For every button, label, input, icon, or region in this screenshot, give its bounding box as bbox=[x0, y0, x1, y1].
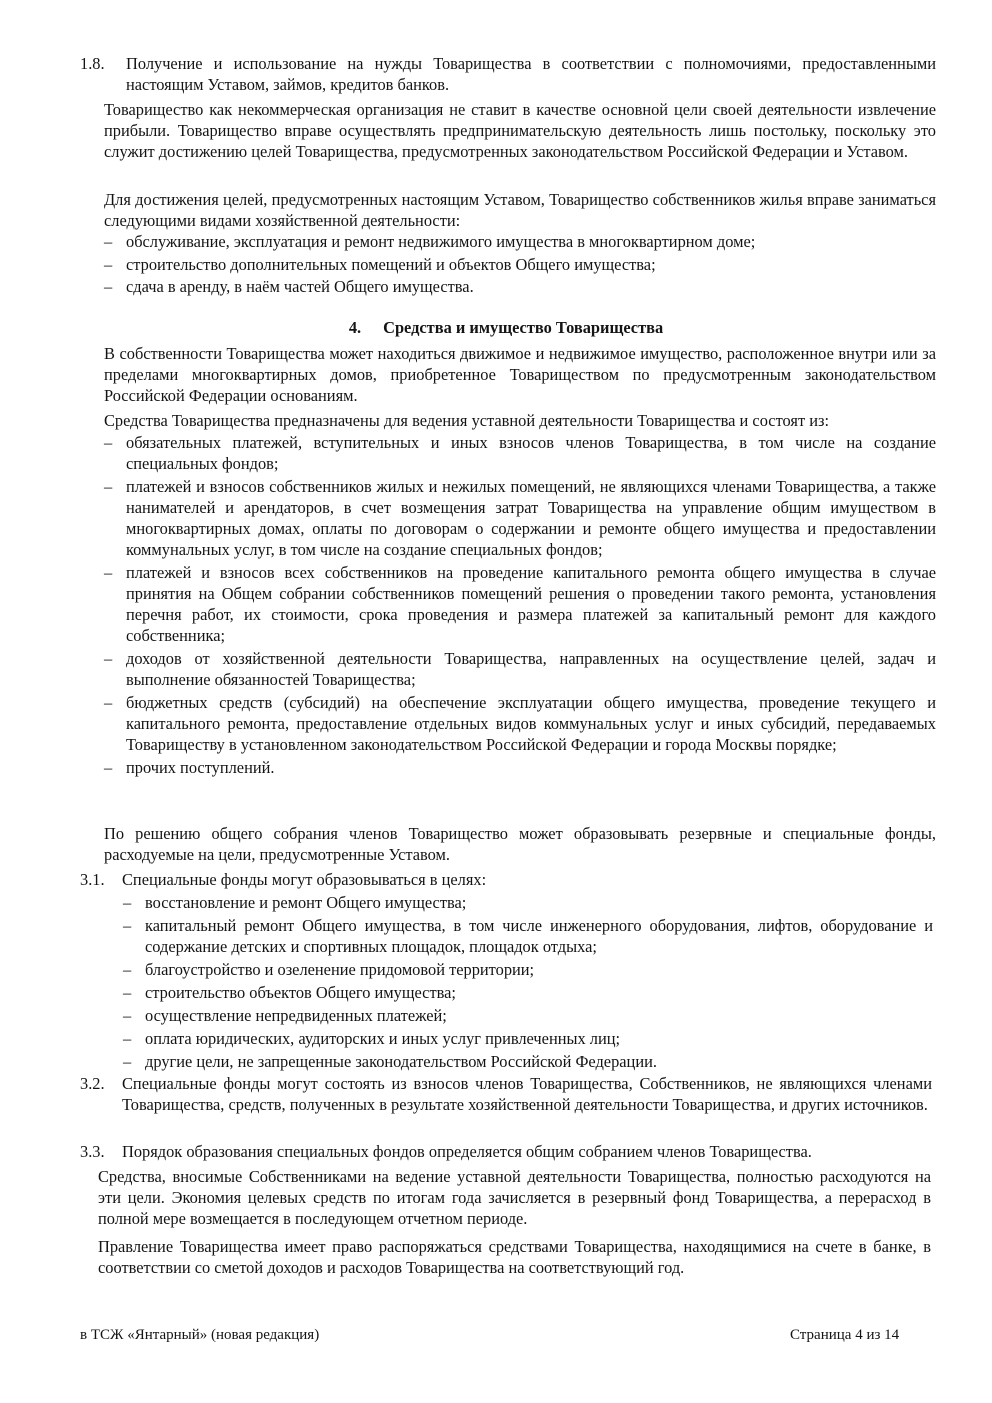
item-text: Порядок образования специальных фондов определяется общим собранием членов Товарищества. bbox=[122, 1142, 812, 1161]
footer-page-number: Страница 4 из 14 bbox=[790, 1327, 900, 1343]
list-item bbox=[104, 648, 936, 690]
dash-bullet: – bbox=[123, 960, 132, 979]
dash-bullet: – bbox=[104, 232, 113, 251]
dash-bullet: – bbox=[104, 649, 113, 668]
list-item bbox=[123, 959, 933, 980]
activities-list bbox=[104, 231, 936, 297]
dash-bullet: – bbox=[104, 277, 113, 296]
list-item-text: осуществление непредвиденных платежей; bbox=[145, 1006, 447, 1025]
paragraph-reserve-funds: По решению общего собрания членов Товарищество может образовывать резервные и специальные фонды, расходуемые на цели, предусмотренные Уставом. bbox=[104, 824, 936, 864]
list-item-text: прочих поступлений. bbox=[126, 758, 275, 777]
list-item-text: платежей и взносов собственников жилых и нежилых помещений, не являющихся членами Товарищества, а также нанимателей и арендаторов, в счет возмещения затрат Товарищества на управление общим имуществом в многоквартирных домах, оплаты по договорам о содержании и ремонте общего имущества и предоставлении коммунальных услуг, в том числе на создание специальных фондов; bbox=[126, 477, 936, 559]
item-1-8 bbox=[80, 53, 936, 97]
list-item bbox=[123, 1028, 933, 1049]
list-item-text: доходов от хозяйственной деятельности Товарищества, направленных на осуществление целей, задач и выполнение обязанностей Товарищества; bbox=[126, 649, 936, 689]
list-item-text: восстановление и ремонт Общего имущества; bbox=[145, 893, 467, 912]
dash-bullet: – bbox=[104, 563, 113, 582]
dash-bullet: – bbox=[123, 983, 132, 1002]
dash-bullet: – bbox=[104, 254, 113, 274]
paragraph-economy: Средства, вносимые Собственниками на ведение уставной деятельности Товарищества, полностью расходуются на эти цели. Экономия целевых средств по итогам года зачисляется в резервный фонд Товарищества, а перерасход в полной мере возмещается в последующем отчетном периоде. bbox=[98, 1167, 931, 1228]
list-item-text: платежей и взносов всех собственников на проведение капитального ремонта общего имущества в случае принятия на Общем собрании собственников помещений решения о проведении такого ремонта, установления перечня работ, их стоимости, срока проведения и размера платежей за капитальный ремонт для каждого собственника; bbox=[126, 563, 936, 645]
list-item-text: строительство объектов Общего имущества; bbox=[145, 983, 456, 1002]
list-item-text: обязательных платежей, вступительных и иных взносов членов Товарищества, в том числе на создание специальных фондов; bbox=[126, 433, 936, 473]
section-number: 4. bbox=[348, 318, 362, 337]
list-item-text: сдача в аренду, в наём частей Общего имущества. bbox=[126, 277, 474, 296]
list-item bbox=[104, 562, 936, 646]
list-item-text: капитальный ремонт Общего имущества, в том числе инженерного оборудования, лифтов, оборудование и содержание детских и спортивных площадок, площадок отдыха; bbox=[145, 916, 933, 956]
list-item bbox=[104, 231, 936, 252]
paragraph-property: В собственности Товарищества может находиться движимое и недвижимое имущество, расположенное внутри или за пределами многоквартирных домов, приобретенное Товариществом по предусмотренным законодательством Российской Федерации основаниям. bbox=[104, 344, 936, 405]
footer-document-title: в ТСЖ «Янтарный» (новая редакция) bbox=[80, 1327, 320, 1343]
item-3-1 bbox=[80, 869, 936, 891]
list-item bbox=[104, 692, 936, 755]
dash-bullet: – bbox=[104, 693, 113, 712]
section-heading bbox=[0, 317, 992, 338]
list-item bbox=[123, 915, 933, 957]
dash-bullet: – bbox=[104, 433, 113, 452]
funds-sources-list bbox=[104, 432, 936, 778]
item-3-2 bbox=[80, 1073, 936, 1139]
list-item-text: оплата юридических, аудиторских и иных услуг привлеченных лиц; bbox=[145, 1029, 621, 1048]
dash-bullet: – bbox=[123, 1029, 132, 1048]
item-number: 3.2. bbox=[80, 1074, 105, 1093]
list-item-text: бюджетных средств (субсидий) на обеспечение эксплуатации общего имущества, проведение текущего и капитального ремонта, предоставление отдельных видов коммунальных услуг и иных субсидий, передаваемых Товариществу в установленном законодательством Российской Федерации и города Москвы порядке; bbox=[126, 693, 936, 754]
dash-bullet: – bbox=[123, 1006, 132, 1025]
section-title: Средства и имущество Товарищества bbox=[383, 318, 664, 337]
item-text: Специальные фонды могут состоять из взносов членов Товарищества, Собственников, не являющихся членами Товарищества, средств, полученных в результате хозяйственной деятельности Товарищества, и других источников. bbox=[122, 1074, 932, 1114]
item-number: 3.1. bbox=[80, 870, 105, 889]
item-3-3 bbox=[80, 1141, 936, 1163]
list-item bbox=[104, 254, 936, 275]
item-number: 1.8. bbox=[80, 54, 105, 73]
list-item bbox=[123, 1051, 933, 1072]
list-item bbox=[104, 276, 936, 297]
list-item-text: благоустройство и озеленение придомовой территории; bbox=[145, 960, 535, 979]
dash-bullet: – bbox=[123, 916, 132, 935]
item-text: Специальные фонды могут образовываться в целях: bbox=[122, 870, 487, 889]
list-item-text: строительство дополнительных помещений и объектов Общего имущества; bbox=[126, 254, 656, 274]
list-item-text: обслуживание, эксплуатация и ремонт недвижимого имущества в многоквартирном доме; bbox=[126, 232, 756, 251]
list-item bbox=[104, 432, 936, 474]
list-item-text: другие цели, не запрещенные законодательством Российской Федерации. bbox=[145, 1052, 657, 1071]
item-number: 3.3. bbox=[80, 1142, 105, 1161]
list-item bbox=[123, 892, 933, 913]
paragraph-board: Правление Товарищества имеет право распоряжаться средствами Товарищества, находящимися на счете в банке, в соответствии со сметой доходов и расходов Товарищества на соответствующий год. bbox=[98, 1237, 931, 1277]
dash-bullet: – bbox=[123, 893, 132, 912]
paragraph-funds-intro: Средства Товарищества предназначены для ведения уставной деятельности Товарищества и состоят из: bbox=[104, 411, 830, 430]
paragraph-nonprofit: Товарищество как некоммерческая организация не ставит в качестве основной цели своей деятельности извлечение прибыли. Товарищество вправе осуществлять предпринимательскую деятельность лишь постольку, поскольку это служит достижению целей Товарищества, предусмотренных законодательством Российской Федерации и Уставом. bbox=[104, 100, 936, 161]
paragraph-activities-intro: Для достижения целей, предусмотренных настоящим Уставом, Товарищество собственников жилья вправе заниматься следующими видами хозяйственной деятельности: bbox=[104, 190, 936, 230]
dash-bullet: – bbox=[104, 477, 113, 496]
special-fund-goals-list bbox=[123, 892, 933, 1072]
dash-bullet: – bbox=[123, 1052, 132, 1071]
item-text: Получение и использование на нужды Товарищества в соответствии с полномочиями, предоставленными настоящим Уставом, займов, кредитов банков. bbox=[126, 54, 936, 94]
list-item bbox=[104, 757, 936, 778]
list-item bbox=[104, 476, 936, 560]
list-item bbox=[123, 1005, 933, 1026]
dash-bullet: – bbox=[104, 758, 113, 777]
list-item bbox=[123, 982, 933, 1003]
